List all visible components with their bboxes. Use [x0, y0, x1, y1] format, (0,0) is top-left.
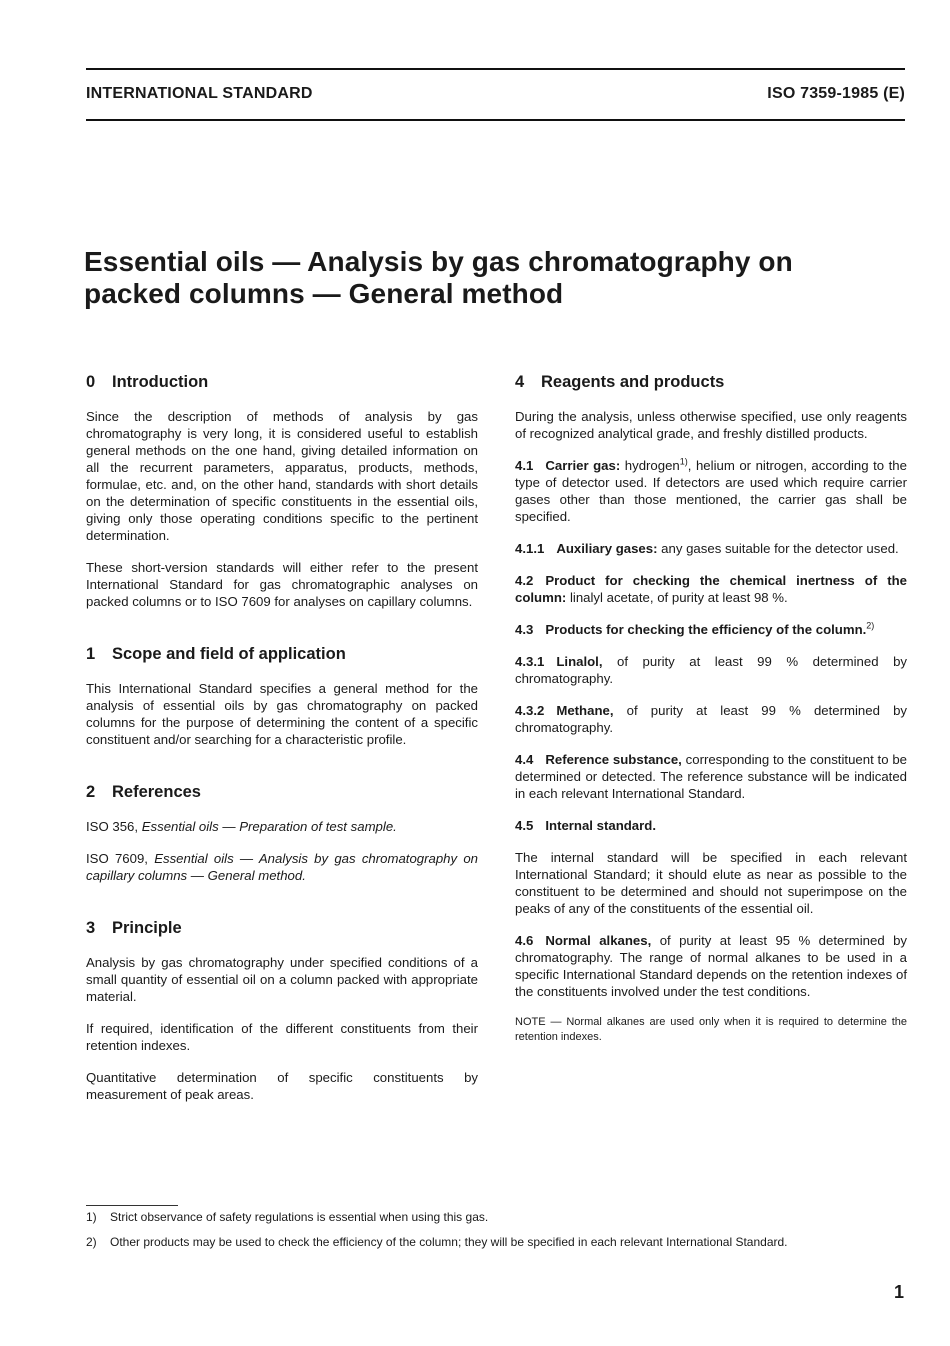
footnote-rule — [86, 1205, 178, 1206]
section-heading-reagents: 4 Reagents and products — [515, 373, 725, 391]
section-heading: 1 Scope and field of application — [86, 645, 346, 663]
scope-paragraph: This International Standard specifies a general method for the analysis of essential oils by gas chromatography on packed columns for the purpose of determining the content of a specific constituent and/or searching for a characteristic profile. — [86, 681, 478, 747]
section-heading: 0 Introduction — [86, 373, 209, 391]
clause-4-4: 4.4 Reference substance, corresponding to the constituent to be determined or detected. The reference substance will be indicated in each relevant International Standard. — [515, 752, 908, 801]
clause-4-3-2: 4.3.2 Methane, of purity at least 99 % determined by chromatography. — [515, 703, 907, 735]
header-bottom-rule — [86, 119, 905, 121]
footnote-1: 1) Strict observance of safety regulations is essential when using this gas. — [86, 1210, 489, 1224]
footnote-2: 2) Other products may be used to check the efficiency of the column; they will be specified in each relevant International Standard. — [86, 1235, 788, 1249]
section-scope — [86, 644, 478, 748]
principle-paragraph-2: If required, identification of the different constituents from their retention indexes. — [86, 1021, 478, 1053]
title-line-1: Essential oils — Analysis by gas chromatography on — [84, 246, 793, 277]
note: NOTE — Normal alkanes are used only when it is required to determine the retention indexes. — [515, 1016, 907, 1043]
clause-4-1-1: 4.1.1 Auxiliary gases: any gases suitable for the detector used. — [515, 541, 899, 556]
section-heading: 3 Principle — [86, 919, 182, 937]
clause-4-5-heading: 4.5 Internal standard. — [515, 818, 656, 833]
reagents-intro: During the analysis, unless otherwise specified, use only reagents of recognized analytical grade, and freshly distilled products. — [515, 409, 907, 441]
clause-4-2: 4.2 Product for checking the chemical inertness of the column: linalyl acetate, of purity at least 98 %. — [515, 573, 907, 605]
clause-4-1: 4.1 Carrier gas: hydrogen$^{1)}$, helium or nitrogen, according to the type of detector used. If detectors are used which require carrier gases other than those mentioned, the carrier gas shall be specified. — [515, 456, 907, 524]
principle-paragraph-3: Quantitative determination of specific constituents by measurement of peak areas. — [86, 1070, 478, 1102]
section-references — [86, 782, 478, 884]
intro-paragraph-1: Since the description of methods of analysis by gas chromatography is very long, it is considered useful to establish general methods on the one hand, giving detailed information on all the recurrent parameters, apparatus, products, methods, formulae, etc. and, on the other hand, standards with short details on the determination of specific constituents in the essential oils, giving only those operating conditions specific to the pertinent determination. — [86, 409, 478, 543]
page-number: 1 — [893, 1282, 904, 1302]
clause-4-5-text: The internal standard will be specified in each relevant International Standard; it should elute as near as possible to the constituent to be determined and should not superimpose on the peaks of any of the constituents of the essential oil. — [515, 850, 907, 916]
clause-4-3-1: 4.3.1 Linalol, of purity at least 99 % determined by chromatography. — [515, 654, 907, 686]
document-title — [84, 246, 884, 310]
principle-paragraph-1: Analysis by gas chromatography under specified conditions of a small quantity of essential oil on a column packed with appropriate material. — [86, 955, 478, 1004]
header-standard-type: INTERNATIONAL STANDARD — [86, 85, 313, 102]
reference-item: ISO 356, Essential oils — Preparation of test sample. — [86, 819, 397, 834]
reference-item: ISO 7609, Essential oils — Analysis by gas chromatography on capillary columns — General method. — [86, 851, 479, 883]
right-column — [515, 372, 907, 1060]
section-introduction — [86, 372, 478, 610]
clause-4-3: 4.3 Products for checking the efficiency of the column.$^{2)}$ — [515, 620, 875, 637]
section-heading: 2 References — [86, 783, 201, 801]
header-standard-number: ISO 7359-1985 (E) — [767, 85, 905, 102]
section-principle — [86, 918, 478, 1103]
intro-paragraph-2: These short-version standards will either refer to the present International Standard for gas chromatographic analyses on packed columns or to ISO 7609 for analyses on capillary columns. — [86, 560, 478, 609]
clause-4-6: 4.6 Normal alkanes, of purity at least 95 % determined by chromatography. The range of normal alkanes to be used in a specific International Standard depends on the retention indexes of the constituents involved under the test conditions. — [515, 933, 908, 999]
title-line-2: packed columns — General method — [84, 278, 564, 309]
left-column — [86, 372, 478, 1137]
header-top-rule — [86, 68, 905, 70]
